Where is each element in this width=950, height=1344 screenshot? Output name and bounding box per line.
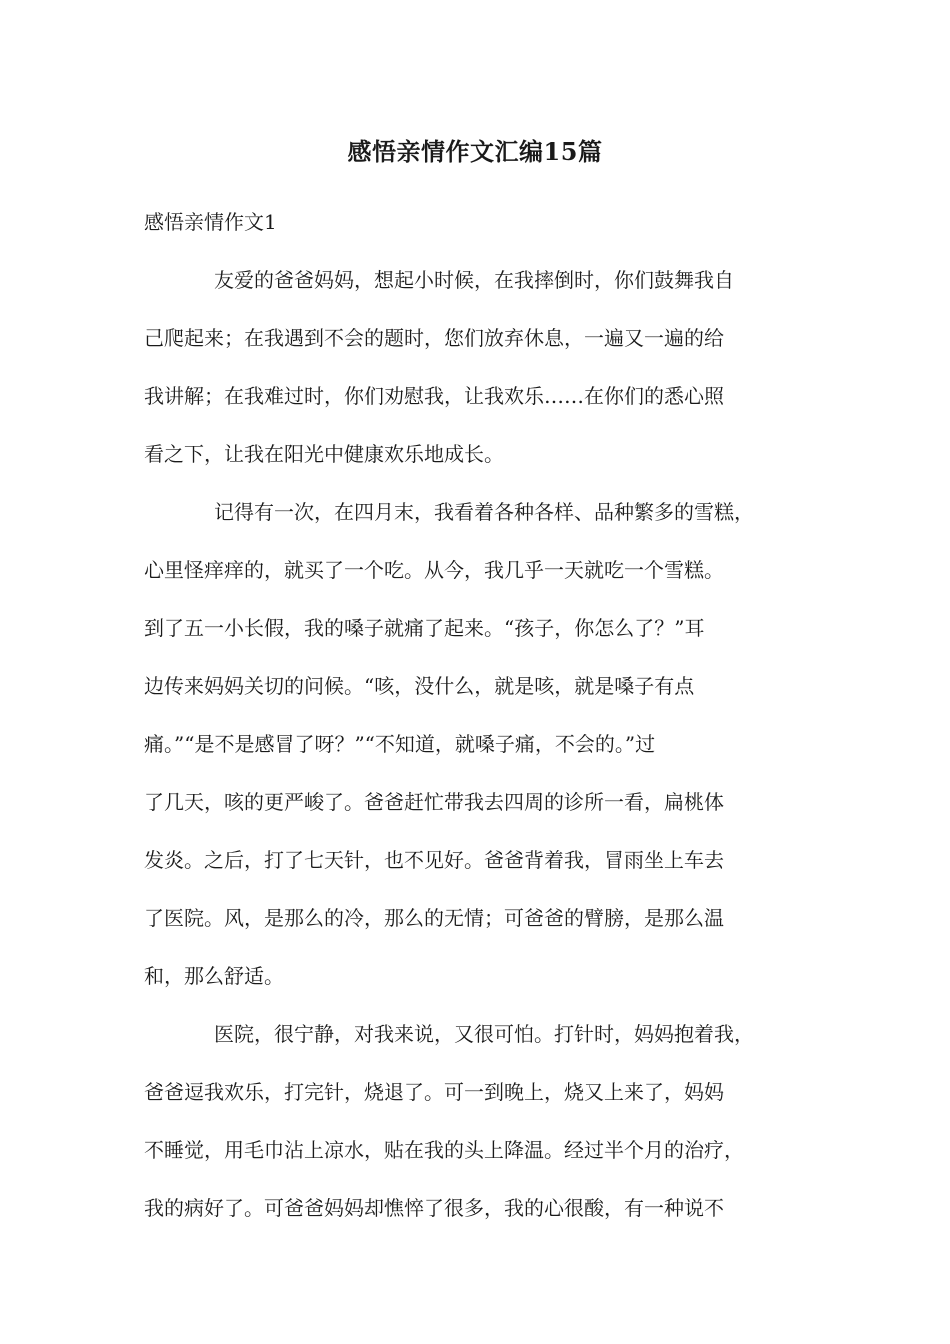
paragraph-line: 不睡觉，用毛巾沾上凉水，贴在我的头上降温。经过半个月的治疗， <box>144 1138 744 1162</box>
document-title: 感悟亲情作文汇编15篇 <box>347 137 603 166</box>
paragraph-line: 到了五一小长假，我的嗓子就痛了起来。“孩子，你怎么了？”耳 <box>144 616 705 640</box>
paragraph-line: 我的病好了。可爸爸妈妈却憔悴了很多，我的心很酸，有一种说不 <box>144 1196 724 1220</box>
document-body <box>144 202 812 1246</box>
paragraph-line: 我讲解；在我难过时，你们劝慰我，让我欢乐……在你们的悉心照 <box>144 384 724 408</box>
paragraph-line: 发炎。之后，打了七天针，也不见好。爸爸背着我，冒雨坐上车去 <box>144 848 724 872</box>
paragraph <box>144 492 812 996</box>
paragraph-line: 心里怪痒痒的，就买了一个吃。从今，我几乎一天就吃一个雪糕。 <box>144 558 724 582</box>
paragraph-line: 友爱的爸爸妈妈，想起小时候，在我摔倒时，你们鼓舞我自 <box>214 268 734 292</box>
paragraph-line: 医院，很宁静，对我来说，又很可怕。打针时，妈妈抱着我， <box>214 1022 754 1046</box>
paragraph-line: 记得有一次，在四月末，我看着各种各样、品种繁多的雪糕， <box>214 500 754 524</box>
paragraph-line: 爸爸逗我欢乐，打完针，烧退了。可一到晚上，烧又上来了，妈妈 <box>144 1080 724 1104</box>
paragraph-line: 看之下，让我在阳光中健康欢乐地成长。 <box>144 442 504 466</box>
paragraph <box>144 260 812 474</box>
section-heading: 感悟亲情作文1 <box>144 210 277 234</box>
paragraph-line: 了医院。风，是那么的冷，那么的无情；可爸爸的臂膀，是那么温 <box>144 906 724 930</box>
paragraph-line: 和，那么舒适。 <box>144 964 284 988</box>
paragraph <box>144 1014 812 1228</box>
paragraph-line: 己爬起来；在我遇到不会的题时，您们放弃休息，一遍又一遍的给 <box>144 326 724 350</box>
paragraph-line: 了几天，咳的更严峻了。爸爸赶忙带我去四周的诊所一看，扁桃体 <box>144 790 724 814</box>
paragraph-line: 边传来妈妈关切的问候。“咳，没什么，就是咳，就是嗓子有点 <box>144 674 695 698</box>
paragraph-line: 痛。”“是不是感冒了呀？”“不知道，就嗓子痛，不会的。”过 <box>144 732 656 756</box>
